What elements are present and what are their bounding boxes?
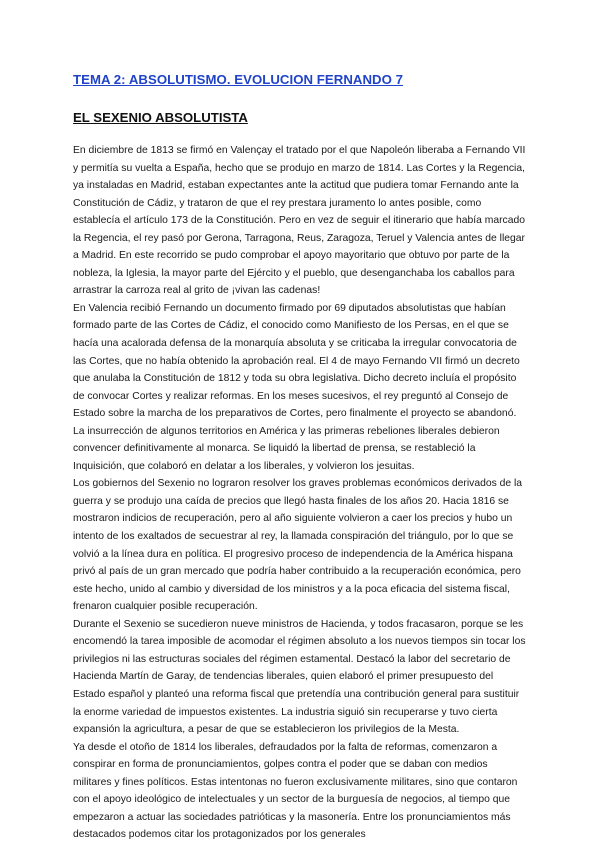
document-title[interactable]: TEMA 2: ABSOLUTISMO. EVOLUCION FERNANDO 7 xyxy=(73,72,404,87)
paragraph: Ya desde el otoño de 1814 los liberales, defraudados por la falta de reformas, comenzaron a conspirar en forma de pronunciamientos, golpes contra el poder que se daban con medios militares y fines políticos. Estas intentonas no fueron exclusivamente militares, sino que contaron con el apoyo ideológico de intelectuales y un sector de la burguesía de negocios, al tiempo que empezaron a actuar las sociedades patrióticas y la masonería. Entre los pronunciamientos más destacados podemos citar los protagonizados por los generales xyxy=(73,741,518,841)
document-body xyxy=(73,142,528,844)
section-title: EL SEXENIO ABSOLUTISTA xyxy=(73,110,248,125)
paragraph: En diciembre de 1813 se firmó en Valençay el tratado por el que Napoleón liberaba a Fernando VII y permitía su vuelta a España, hecho que se produjo en marzo de 1814. Las Cortes y la Regencia, ya instaladas en Madrid, estaban expectantes ante la actitud que pudiera tomar Fernando ante la Constitución de Cádiz, y trataron de que el rey prestara juramento lo antes posible, como establecía el artículo 173 de la Constitución. Pero en vez de seguir el itinerario que había marcado la Regencia, el rey pasó por Gerona, Tarragona, Reus, Zaragoza, Teruel y Valencia antes de llegar a Madrid. En este recorrido se pudo comprobar el apoyo mayoritario que obtuvo por parte de la nobleza, la Iglesia, la mayor parte del Ejército y el pueblo, que desenganchaba los caballos para arrastrar la carroza real al grito de ¡vivan las cadenas! xyxy=(73,145,526,297)
paragraph: En Valencia recibió Fernando un documento firmado por 69 diputados absolutistas que habían formado parte de las Cortes de Cádiz, el conocido como Manifiesto de los Persas, en el que se hacía una acalorada defensa de la monarquía absoluta y se criticaba la irregular convocatoria de las Cortes, que no había obtenido la aprobación real. El 4 de mayo Fernando VII firmó un decreto que anulaba la Constitución de 1812 y toda su obra legislativa. Dicho decreto incluía el propósito de convocar Cortes y realizar reformas. En los meses sucesivos, el rey preguntó al Consejo de Estado sobre la marcha de los preparativos de Cortes, pero finalmente el proyecto se abandonó. La insurrección de algunos territorios en América y las primeras rebeliones liberales debieron convencer definitivamente al monarca. Se liquidó la libertad de prensa, se restableció la Inquisición, que colaboró en delatar a los liberales, y volvieron los jesuitas. xyxy=(73,302,520,472)
paragraph: Durante el Sexenio se sucedieron nueve ministros de Hacienda, y todos fracasaron, porque se les encomendó la tarea imposible de acomodar el régimen absoluto a los nuevos tiempos sin tocar los privilegios ni las estructuras sociales del régimen estamental. Destacó la labor del secretario de Hacienda Martín de Garay, de tendencias liberales, quien elaboró el primer presupuesto del Estado español y planteó una reforma fiscal que pretendía una contribución general para sustituir la enorme variedad de impuestos existentes. La industria siguió sin recuperarse y tuvo cierta expansión la agricultura, a pesar de que se establecieron los privilegios de la Mesta. xyxy=(73,618,526,736)
paragraph: Los gobiernos del Sexenio no lograron resolver los graves problemas económicos derivados de la guerra y se produjo una caída de precios que llegó hasta finales de los años 20. Hacia 1816 se mostraron indicios de recuperación, pero al año siguiente volvieron a caer los precios y hubo un intento de los exaltados de secuestrar al rey, la llamada conspiración del triángulo, por lo que se volvió a la línea dura en política. El progresivo proceso de independencia de la América hispana privó al país de un gran mercado que podría haber contribuido a la recuperación económica, pero este hecho, unido al cambio y diversidad de los ministros y a la poca eficacia del sistema fiscal, frenaron cualquier posible recuperación. xyxy=(73,478,523,613)
